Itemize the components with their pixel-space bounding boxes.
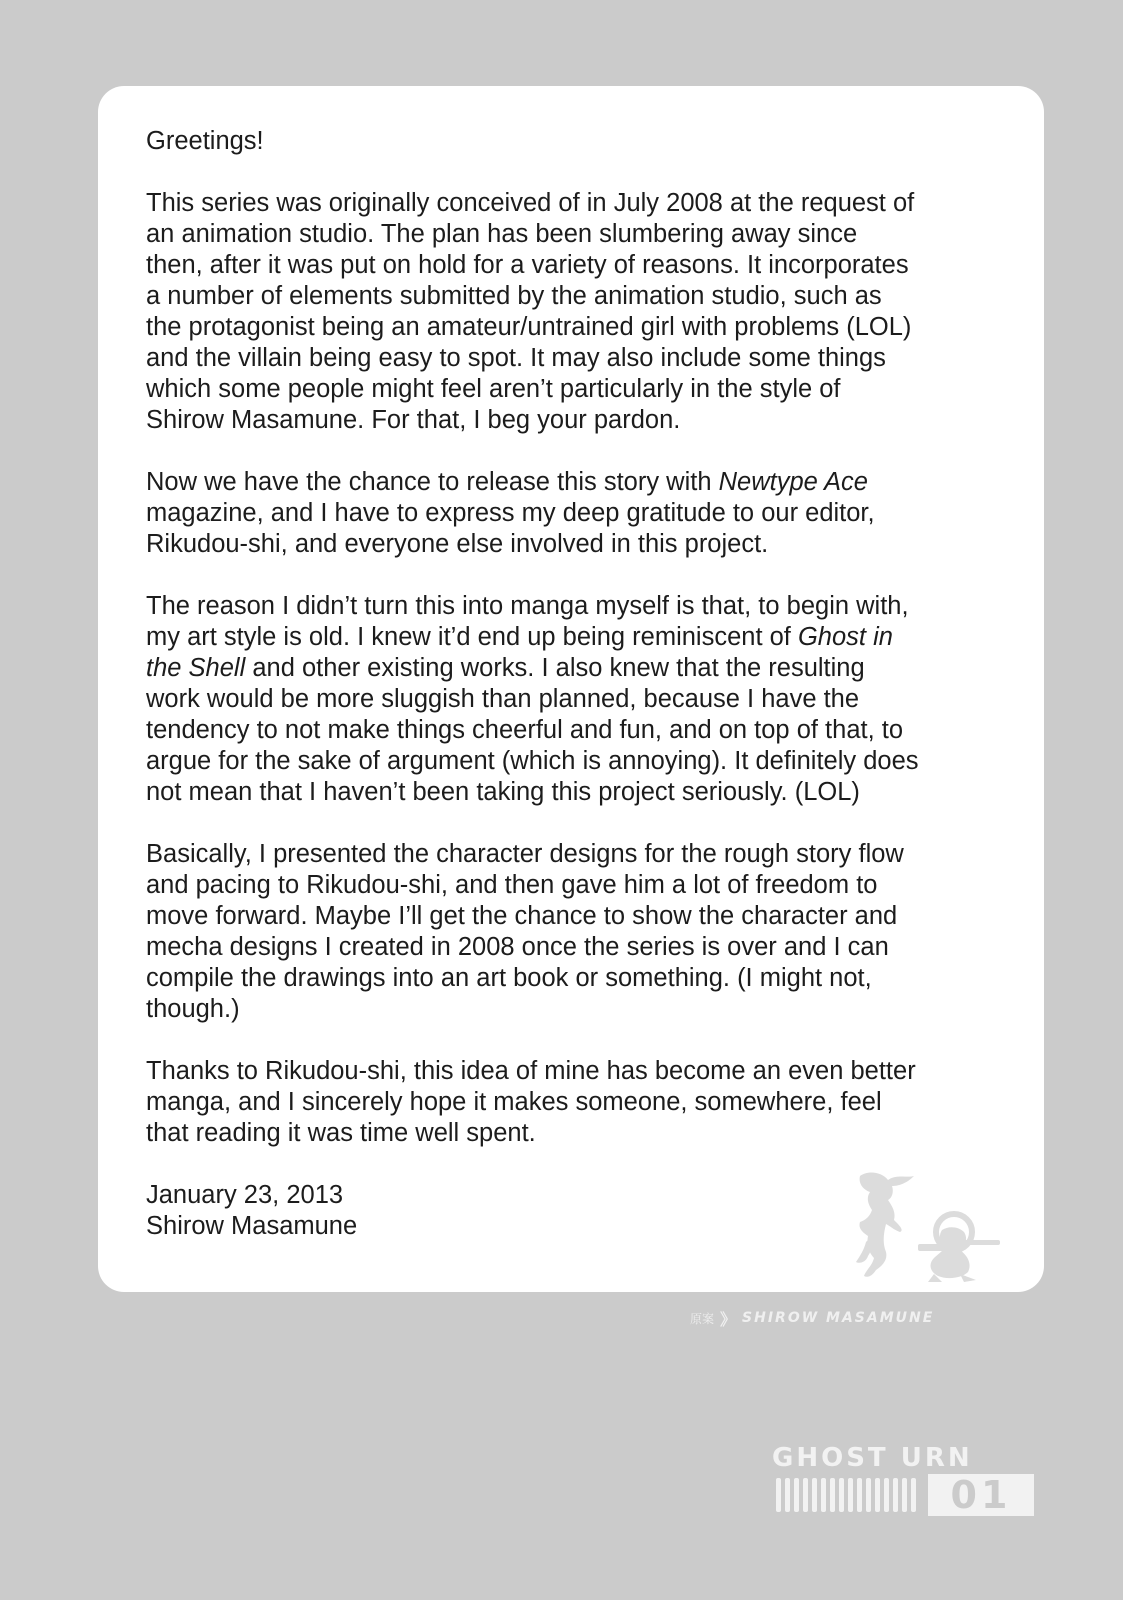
volume-number: 01 xyxy=(928,1474,1034,1516)
paragraph-1 xyxy=(146,188,1021,436)
text-line: which some people might feel aren’t particularly in the style of xyxy=(146,375,841,403)
text-line: move forward. Maybe I’ll get the chance to show the character and xyxy=(146,902,898,930)
text-line: argue for the sake of argument (which is annoying). It definitely does xyxy=(146,747,919,775)
barcode-bars-icon xyxy=(776,1478,916,1512)
paragraph-5 xyxy=(146,1056,1021,1149)
text-line: The reason I didn’t turn this into manga myself is that, to begin with, xyxy=(146,592,909,620)
date: January 23, 2013 xyxy=(146,1181,344,1209)
greeting: Greetings! xyxy=(146,127,264,155)
paragraph-3 xyxy=(146,591,1021,808)
text-line: mecha designs I created in 2008 once the series is over and I can xyxy=(146,933,889,961)
character-silhouettes-icon xyxy=(848,1170,1008,1285)
text-line: This series was originally conceived of in July 2008 at the request of xyxy=(146,189,915,217)
text-line: tendency to not make things cheerful and fun, and on top of that, to xyxy=(146,716,904,744)
work-title: the Shell xyxy=(146,654,246,682)
text-line: the protagonist being an amateur/untrained girl with problems (LOL) xyxy=(146,313,912,341)
author-credit xyxy=(690,1308,1035,1328)
text-line: Thanks to Rikudou-shi, this idea of mine has become an even better xyxy=(146,1057,916,1085)
text-line: though.) xyxy=(146,995,240,1023)
text-segment: and other existing works. I also knew that the resulting xyxy=(245,654,865,682)
magazine-title: Newtype Ace xyxy=(718,468,868,496)
text-line: and the villain being easy to spot. It may also include some things xyxy=(146,344,886,372)
work-title: Ghost in xyxy=(797,623,893,651)
text-line: Rikudou-shi, and everyone else involved in this project. xyxy=(146,530,769,558)
text-line: that reading it was time well spent. xyxy=(146,1119,536,1147)
text-segment: Now we have the chance to release this story with xyxy=(146,468,719,496)
text-line: magazine, and I have to express my deep gratitude to our editor, xyxy=(146,499,875,527)
paragraph-4 xyxy=(146,839,1021,1025)
chevron-right-icon: 》 xyxy=(720,1309,737,1329)
text-line: Basically, I presented the character designs for the rough story flow xyxy=(146,840,904,868)
text-line: work would be more sluggish than planned, because I have the xyxy=(146,685,860,713)
text-line: not mean that I haven’t been taking this project seriously. (LOL) xyxy=(146,778,860,806)
letter-body xyxy=(146,126,1021,1242)
credit-kanji: 原案 xyxy=(690,1311,715,1326)
text-line: compile the drawings into an art book or something. (I might not, xyxy=(146,964,872,992)
text-line: an animation studio. The plan has been slumbering away since xyxy=(146,220,858,248)
text-line: then, after it was put on hold for a variety of reasons. It incorporates xyxy=(146,251,909,279)
text-line: manga, and I sincerely hope it makes someone, somewhere, feel xyxy=(146,1088,882,1116)
text-segment: my art style is old. I knew it’d end up being reminiscent of xyxy=(146,623,798,651)
text-line: a number of elements submitted by the animation studio, such as xyxy=(146,282,882,310)
text-line xyxy=(146,653,1021,684)
text-line xyxy=(146,467,1021,498)
paragraph-2 xyxy=(146,467,1021,560)
text-line: and pacing to Rikudou-shi, and then gave him a lot of freedom to xyxy=(146,871,878,899)
text-line: Shirow Masamune. For that, I beg your pardon. xyxy=(146,406,681,434)
credit-name: SHIROW MASAMUNE xyxy=(742,1310,935,1326)
signature: Shirow Masamune xyxy=(146,1212,358,1240)
series-logo-title: GHOST URN xyxy=(772,1443,973,1473)
text-line xyxy=(146,622,1021,653)
